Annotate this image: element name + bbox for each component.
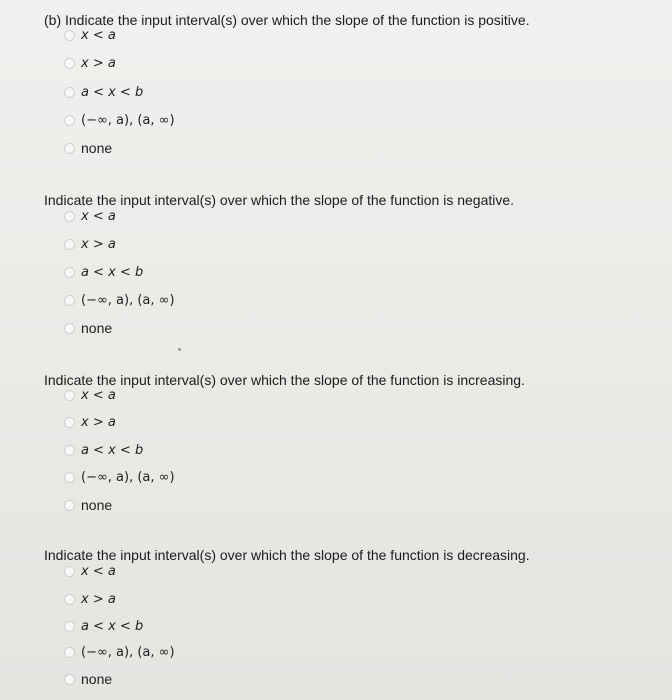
option-x-less-a[interactable] [64, 561, 116, 581]
option-x-less-a[interactable] [64, 385, 116, 405]
option-label: x < a [81, 208, 116, 224]
option-label: a < x < b [81, 84, 144, 100]
radio-button[interactable] [64, 621, 75, 632]
option-label: none [81, 497, 113, 513]
option-a-less-x-less-b[interactable] [64, 82, 143, 102]
radio-button[interactable] [64, 594, 75, 605]
option-label: (−∞, a), (a, ∞) [81, 292, 175, 308]
option-none[interactable] [64, 318, 112, 338]
option-label: (−∞, a), (a, ∞) [81, 112, 175, 128]
option-none[interactable] [64, 669, 112, 689]
question-positive [44, 11, 664, 29]
radio-button[interactable] [64, 500, 75, 511]
radio-button[interactable] [64, 30, 75, 41]
option-x-greater-a[interactable] [64, 589, 116, 609]
option-intervals[interactable] [64, 290, 175, 310]
option-intervals[interactable] [64, 642, 175, 662]
question-title: (b) Indicate the input interval(s) over which the slope of the function is positive. [44, 12, 530, 28]
radio-button[interactable] [64, 115, 75, 126]
radio-button[interactable] [64, 390, 75, 401]
radio-button[interactable] [64, 295, 75, 306]
radio-button[interactable] [64, 647, 75, 658]
radio-button[interactable] [64, 472, 75, 483]
radio-button[interactable] [64, 445, 75, 456]
radio-button[interactable] [64, 566, 75, 577]
question-increasing [44, 371, 664, 389]
radio-button[interactable] [64, 417, 75, 428]
option-label: (−∞, a), (a, ∞) [81, 469, 175, 485]
option-none[interactable] [64, 138, 112, 158]
option-label: (−∞, a), (a, ∞) [81, 644, 175, 660]
option-a-less-x-less-b[interactable] [64, 262, 143, 282]
option-a-less-x-less-b[interactable] [64, 616, 143, 636]
option-x-less-a[interactable] [64, 25, 116, 45]
question-title: Indicate the input interval(s) over which the slope of the function is decreasing. [44, 547, 530, 563]
speck [178, 348, 181, 351]
option-x-less-a[interactable] [64, 206, 116, 226]
question-title: Indicate the input interval(s) over which the slope of the function is negative. [44, 192, 515, 208]
option-label: a < x < b [81, 264, 144, 280]
option-a-less-x-less-b[interactable] [64, 440, 143, 460]
radio-button[interactable] [64, 211, 75, 222]
option-label: x < a [81, 387, 116, 403]
option-label: x < a [81, 563, 116, 579]
radio-button[interactable] [64, 58, 75, 69]
question-decreasing [44, 546, 664, 564]
question-negative [44, 191, 664, 209]
option-label: x < a [81, 27, 116, 43]
radio-button[interactable] [64, 674, 75, 685]
option-intervals[interactable] [64, 467, 175, 487]
option-label: x > a [81, 236, 116, 252]
option-label: x > a [81, 55, 116, 71]
radio-button[interactable] [64, 239, 75, 250]
option-label: a < x < b [81, 618, 144, 634]
radio-button[interactable] [64, 267, 75, 278]
option-intervals[interactable] [64, 110, 175, 130]
option-none[interactable] [64, 495, 112, 515]
option-x-greater-a[interactable] [64, 234, 116, 254]
radio-button[interactable] [64, 323, 75, 334]
option-x-greater-a[interactable] [64, 53, 116, 73]
radio-button[interactable] [64, 87, 75, 98]
option-label: none [81, 671, 113, 687]
question-title: Indicate the input interval(s) over which the slope of the function is increasing. [44, 372, 525, 388]
option-label: none [81, 320, 113, 336]
option-label: x > a [81, 591, 116, 607]
option-label: a < x < b [81, 442, 144, 458]
radio-button[interactable] [64, 143, 75, 154]
option-label: x > a [81, 414, 116, 430]
option-label: none [81, 140, 113, 156]
option-x-greater-a[interactable] [64, 412, 116, 432]
